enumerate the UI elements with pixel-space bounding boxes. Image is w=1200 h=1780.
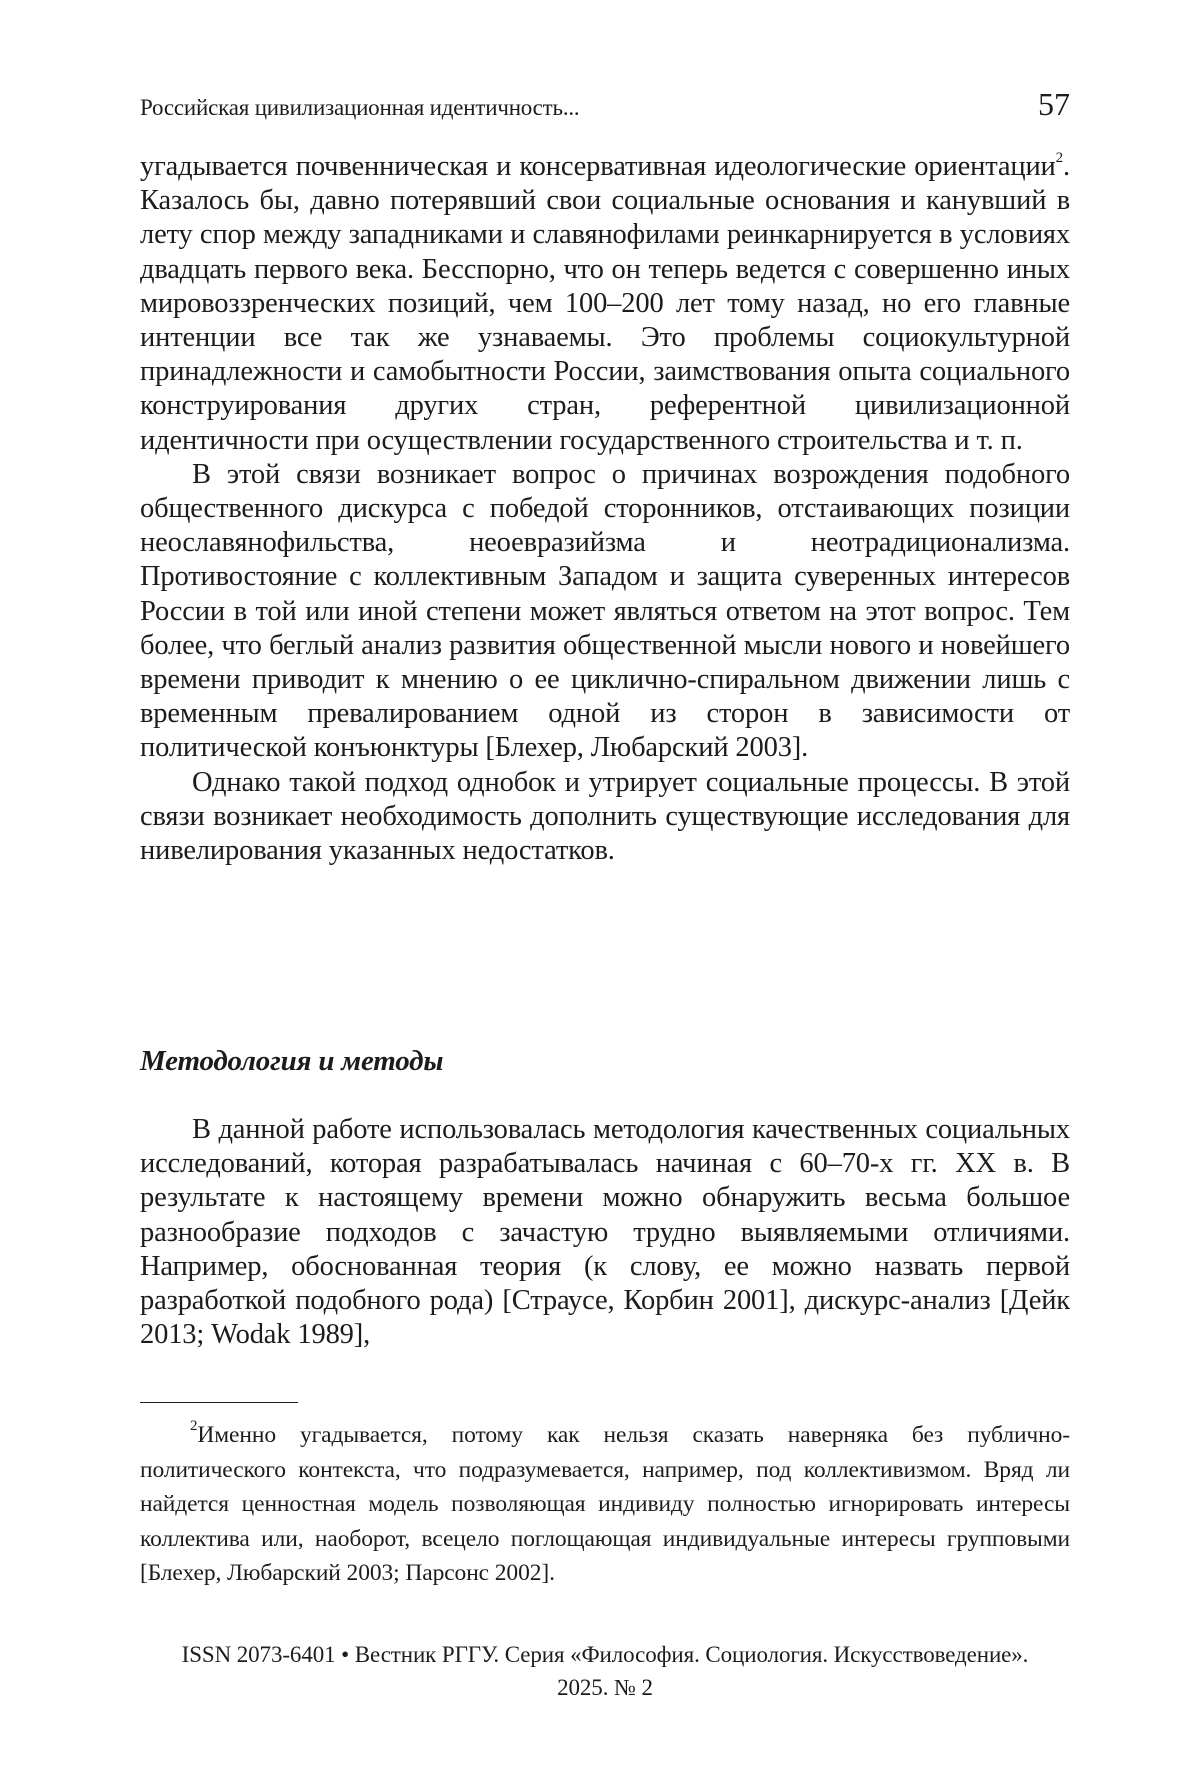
journal-issn-line: ISSN 2073-6401 • Вестник РГГУ. Серия «Философия. Социология. Искусствоведение».: [181, 1642, 1029, 1667]
footnote-divider: [140, 1402, 298, 1403]
paragraph: угадывается почвенническая и консервативная идеологические ориентации$^2$. Казалось бы, давно потерявший свои социальные основания и канувший в лету спор между западниками и славянофилами реинкарнируется в условиях двадцать первого века. Бесспорно, что он теперь ведется с совершенно иных мировоззренческих позиций, чем 100–200 лет тому назад, но его главные интенции все так же узнаваемы. Это проблемы социокультурной принадлежности и самобытности России, заимствования опыта социального конструирования других стран, референтной цивилизационной идентичности при осуществлении государственного строительства и т. п.: [140, 149, 1070, 456]
footnote-reference[interactable]: 2: [1055, 149, 1064, 166]
footnote-text: Именно угадывается, потому как нельзя сказать наверняка без публично-политического контекста, что подразумевается, например, под коллективизмом. Вряд ли найдется ценностная модель позволяющая индивиду полностью игнорировать интересы коллектива или, наоборот, всецело поглощающая индивидуальные интересы групповыми [Блехер, Любарский 2003; Парсонс 2002].: [140, 1422, 1070, 1586]
journal-footer: [140, 1638, 1070, 1704]
main-text: [140, 150, 1070, 868]
page-number: 57: [1038, 86, 1070, 122]
running-header: [140, 86, 1070, 123]
section-heading: Методология и методы: [140, 1045, 444, 1077]
journal-issue-line: 2025. № 2: [557, 1675, 653, 1700]
footnote: [140, 1418, 1070, 1591]
running-title: Российская цивилизационная идентичность...: [140, 95, 580, 120]
paragraph: Однако такой подход однобок и утрирует социальные процессы. В этой связи возникает необходимость дополнить существующие исследования для нивелирования указанных недостатков.: [140, 766, 1070, 867]
paragraph: В данной работе использовалась методология качественных социальных исследований, которая разрабатывалась начиная с 60–70-х гг. XX в. В результате к настоящему времени можно обнаружить весьма большое разнообразие подходов с зачастую трудно выявляемыми отличиями. Например, обоснованная теория (к слову, ее можно назвать первой разработкой подобного рода) [Страусе, Корбин 2001], дискурс-анализ [Дейк 2013; Wodak 1989],: [140, 1114, 1070, 1351]
paragraph: В этой связи возникает вопрос о причинах возрождения подобного общественного дискурса с победой сторонников, отстаивающих позиции неославянофильства, неоевразийзма и неотрадиционализма. Противостояние с коллективным Западом и защита суверенных интересов России в той или иной степени может являться ответом на этот вопрос. Тем более, что беглый анализ развития общественной мысли нового и новейшего времени приводит к мнению о ее циклично-спиральном движении лишь с временным превалированием одной из сторон в зависимости от политической конъюнктуры [Блехер, Любарский 2003].: [140, 458, 1070, 764]
footnote-marker: 2: [190, 1418, 198, 1435]
section-text: [140, 1113, 1070, 1352]
journal-page: [140, 0, 1070, 1780]
